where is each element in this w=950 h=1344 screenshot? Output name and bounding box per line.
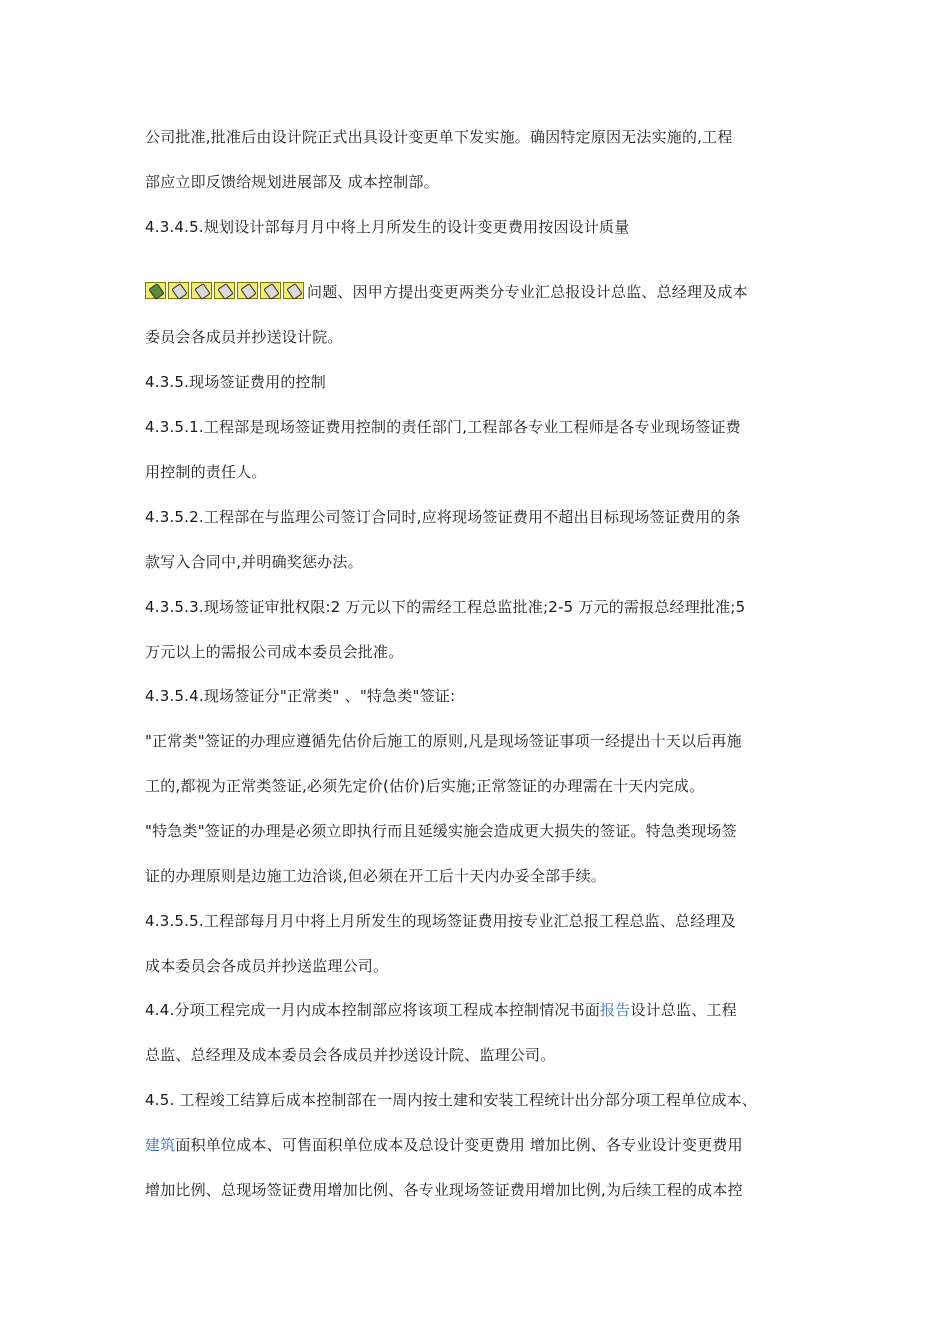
image-placeholder-icon: [168, 282, 189, 299]
paragraph-line: 成本委员会各成员并抄送监理公司。: [145, 957, 389, 975]
paragraph-line: 公司批准,批准后由设计院正式出具设计变更单下发实施。确因特定原因无法实施的,工程: [145, 128, 733, 146]
paragraph-text: 设计总监、工程: [630, 1001, 737, 1019]
paragraph-line: "特急类"签证的办理是必须立即执行而且延缓实施会造成更大损失的签证。特急类现场签: [145, 822, 737, 840]
paragraph-text: 4.4.分项工程完成一月内成本控制部应将该项工程成本控制情况书面: [145, 1001, 601, 1019]
paragraph-line: 证的办理原则是边施工边洽谈,但必须在开工后十天内办妥全部手续。: [145, 867, 606, 885]
section-4-3-5-2: 4.3.5.2.工程部在与监理公司签订合同时,应将现场签证费用不超出目标现场签证费用的条: [145, 508, 741, 526]
paragraph-text: 问题、因甲方提出变更两类分专业汇总报设计总监、总经理及成本: [307, 283, 748, 301]
section-4-5: 4.5. 工程竣工结算后成本控制部在一周内按土建和安装工程统计出分部分项工程单位成本、: [145, 1091, 757, 1109]
section-4-3-5-3: 4.3.5.3.现场签证审批权限:2 万元以下的需经工程总监批准;2-5 万元的需报总经理批准;5: [145, 598, 746, 616]
paragraph-line: 万元以上的需报公司成本委员会批准。: [145, 643, 404, 661]
paragraph-line-with-icons: [145, 282, 748, 302]
paragraph-line: 用控制的责任人。: [145, 463, 267, 481]
section-4-3-5-heading: 4.3.5.现场签证费用的控制: [145, 373, 326, 391]
section-4-3-5-4: 4.3.5.4.现场签证分"正常类" 、"特急类"签证:: [145, 687, 456, 705]
building-link[interactable]: 建筑: [145, 1136, 176, 1154]
image-placeholder-icon: [214, 282, 235, 299]
paragraph-line: 委员会各成员并抄送设计院。: [145, 328, 343, 346]
paragraph-line: "正常类"签证的办理应遵循先估价后施工的原则,凡是现场签证事项一经提出十天以后再施: [145, 732, 742, 750]
broken-image-icons: [145, 282, 306, 299]
paragraph-text: 面积单位成本、可售面积单位成本及总设计变更费用 增加比例、各专业设计变更费用: [175, 1136, 743, 1154]
section-4-3-4-5-heading: 4.3.4.5.规划设计部每月月中将上月所发生的设计变更费用按因设计质量: [145, 218, 630, 236]
paragraph-line: [145, 1135, 743, 1155]
paragraph-line: 款写入合同中,并明确奖惩办法。: [145, 553, 363, 571]
paragraph-line: 工的,都视为正常类签证,必须先定价(估价)后实施;正常签证的办理需在十天内完成。: [145, 777, 705, 795]
image-placeholder-icon: [191, 282, 212, 299]
image-placeholder-icon: [260, 282, 281, 299]
section-4-4: [145, 1000, 737, 1020]
paragraph-line: 部应立即反馈给规划进展部及 成本控制部。: [145, 173, 439, 191]
paragraph-line: 总监、总经理及成本委员会各成员并抄送设计院、监理公司。: [145, 1046, 556, 1064]
image-placeholder-icon: [237, 282, 258, 299]
report-link[interactable]: 报告: [600, 1001, 631, 1019]
section-4-3-5-5: 4.3.5.5.工程部每月月中将上月所发生的现场签证费用按专业汇总报工程总监、总经理及: [145, 912, 736, 930]
paragraph-line: 增加比例、总现场签证费用增加比例、各专业现场签证费用增加比例,为后续工程的成本控: [145, 1181, 743, 1199]
image-placeholder-icon: [283, 282, 304, 299]
section-4-3-5-1: 4.3.5.1.工程部是现场签证费用控制的责任部门,工程部各专业工程师是各专业现场签证费: [145, 418, 741, 436]
image-placeholder-icon: [145, 282, 166, 299]
